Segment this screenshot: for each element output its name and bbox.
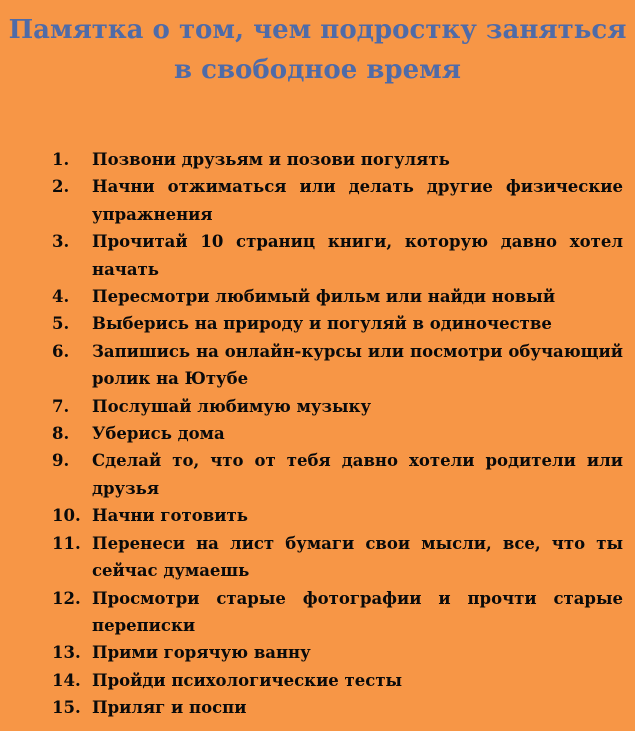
item-text: Прими горячую ванну bbox=[92, 643, 311, 663]
list-item bbox=[0, 420, 635, 447]
item-number: 14. bbox=[52, 670, 81, 690]
item-number: 1. bbox=[52, 150, 70, 169]
list-item bbox=[0, 338, 635, 393]
item-text: Прочитай 10 страниц книги, которую давно хотел начать bbox=[92, 232, 623, 279]
item-text: Пройди психологические тесты bbox=[92, 670, 403, 690]
item-number: 3. bbox=[52, 232, 70, 252]
list-item bbox=[0, 393, 635, 420]
list-item bbox=[0, 502, 635, 529]
tips-list bbox=[0, 146, 635, 722]
item-text: Начни готовить bbox=[92, 506, 248, 526]
list-item bbox=[0, 585, 635, 640]
item-number: 5. bbox=[52, 314, 70, 334]
item-text: Приляг и поспи bbox=[92, 698, 247, 718]
list-item bbox=[0, 667, 635, 694]
item-number: 4. bbox=[52, 287, 70, 307]
item-number: 6. bbox=[52, 341, 70, 361]
item-number: 13. bbox=[52, 643, 81, 663]
item-text: Позвони друзьям и позови погулять bbox=[92, 150, 450, 169]
list-item bbox=[0, 283, 635, 310]
list-item bbox=[0, 530, 635, 585]
item-text: Пересмотри любимый фильм или найди новый bbox=[92, 287, 556, 307]
list-item bbox=[0, 310, 635, 337]
list-item bbox=[0, 639, 635, 666]
item-number: 9. bbox=[52, 451, 70, 471]
item-text: Просмотри старые фотографии и прочти старые переписки bbox=[92, 588, 623, 635]
item-text: Запишись на онлайн-курсы или посмотри обучающий ролик на Ютубе bbox=[92, 341, 623, 389]
item-text: Перенеси на лист бумаги свои мысли, все, что ты сейчас думаешь bbox=[92, 533, 623, 581]
list-item bbox=[0, 694, 635, 721]
item-number: 11. bbox=[52, 533, 81, 553]
item-text: Уберись дома bbox=[92, 424, 225, 444]
page-title: Памятка о том, чем подростку заняться в свободное время bbox=[8, 15, 627, 85]
item-number: 12. bbox=[52, 588, 81, 608]
item-text: Послушай любимую музыку bbox=[92, 396, 372, 416]
item-number: 8. bbox=[52, 424, 70, 444]
list-item bbox=[0, 447, 635, 502]
item-number: 15. bbox=[52, 698, 81, 718]
list-item bbox=[0, 146, 635, 173]
item-number: 7. bbox=[52, 396, 70, 416]
item-number: 10. bbox=[52, 506, 81, 526]
item-text: Сделай то, что от тебя давно хотели родители или друзья bbox=[92, 451, 623, 498]
item-text: Выберись на природу и погуляй в одиночестве bbox=[92, 314, 552, 334]
list-item bbox=[0, 228, 635, 283]
list-item bbox=[0, 173, 635, 228]
item-text: Начни отжиматься или делать другие физические упражнения bbox=[92, 177, 623, 224]
item-number: 2. bbox=[52, 177, 70, 197]
